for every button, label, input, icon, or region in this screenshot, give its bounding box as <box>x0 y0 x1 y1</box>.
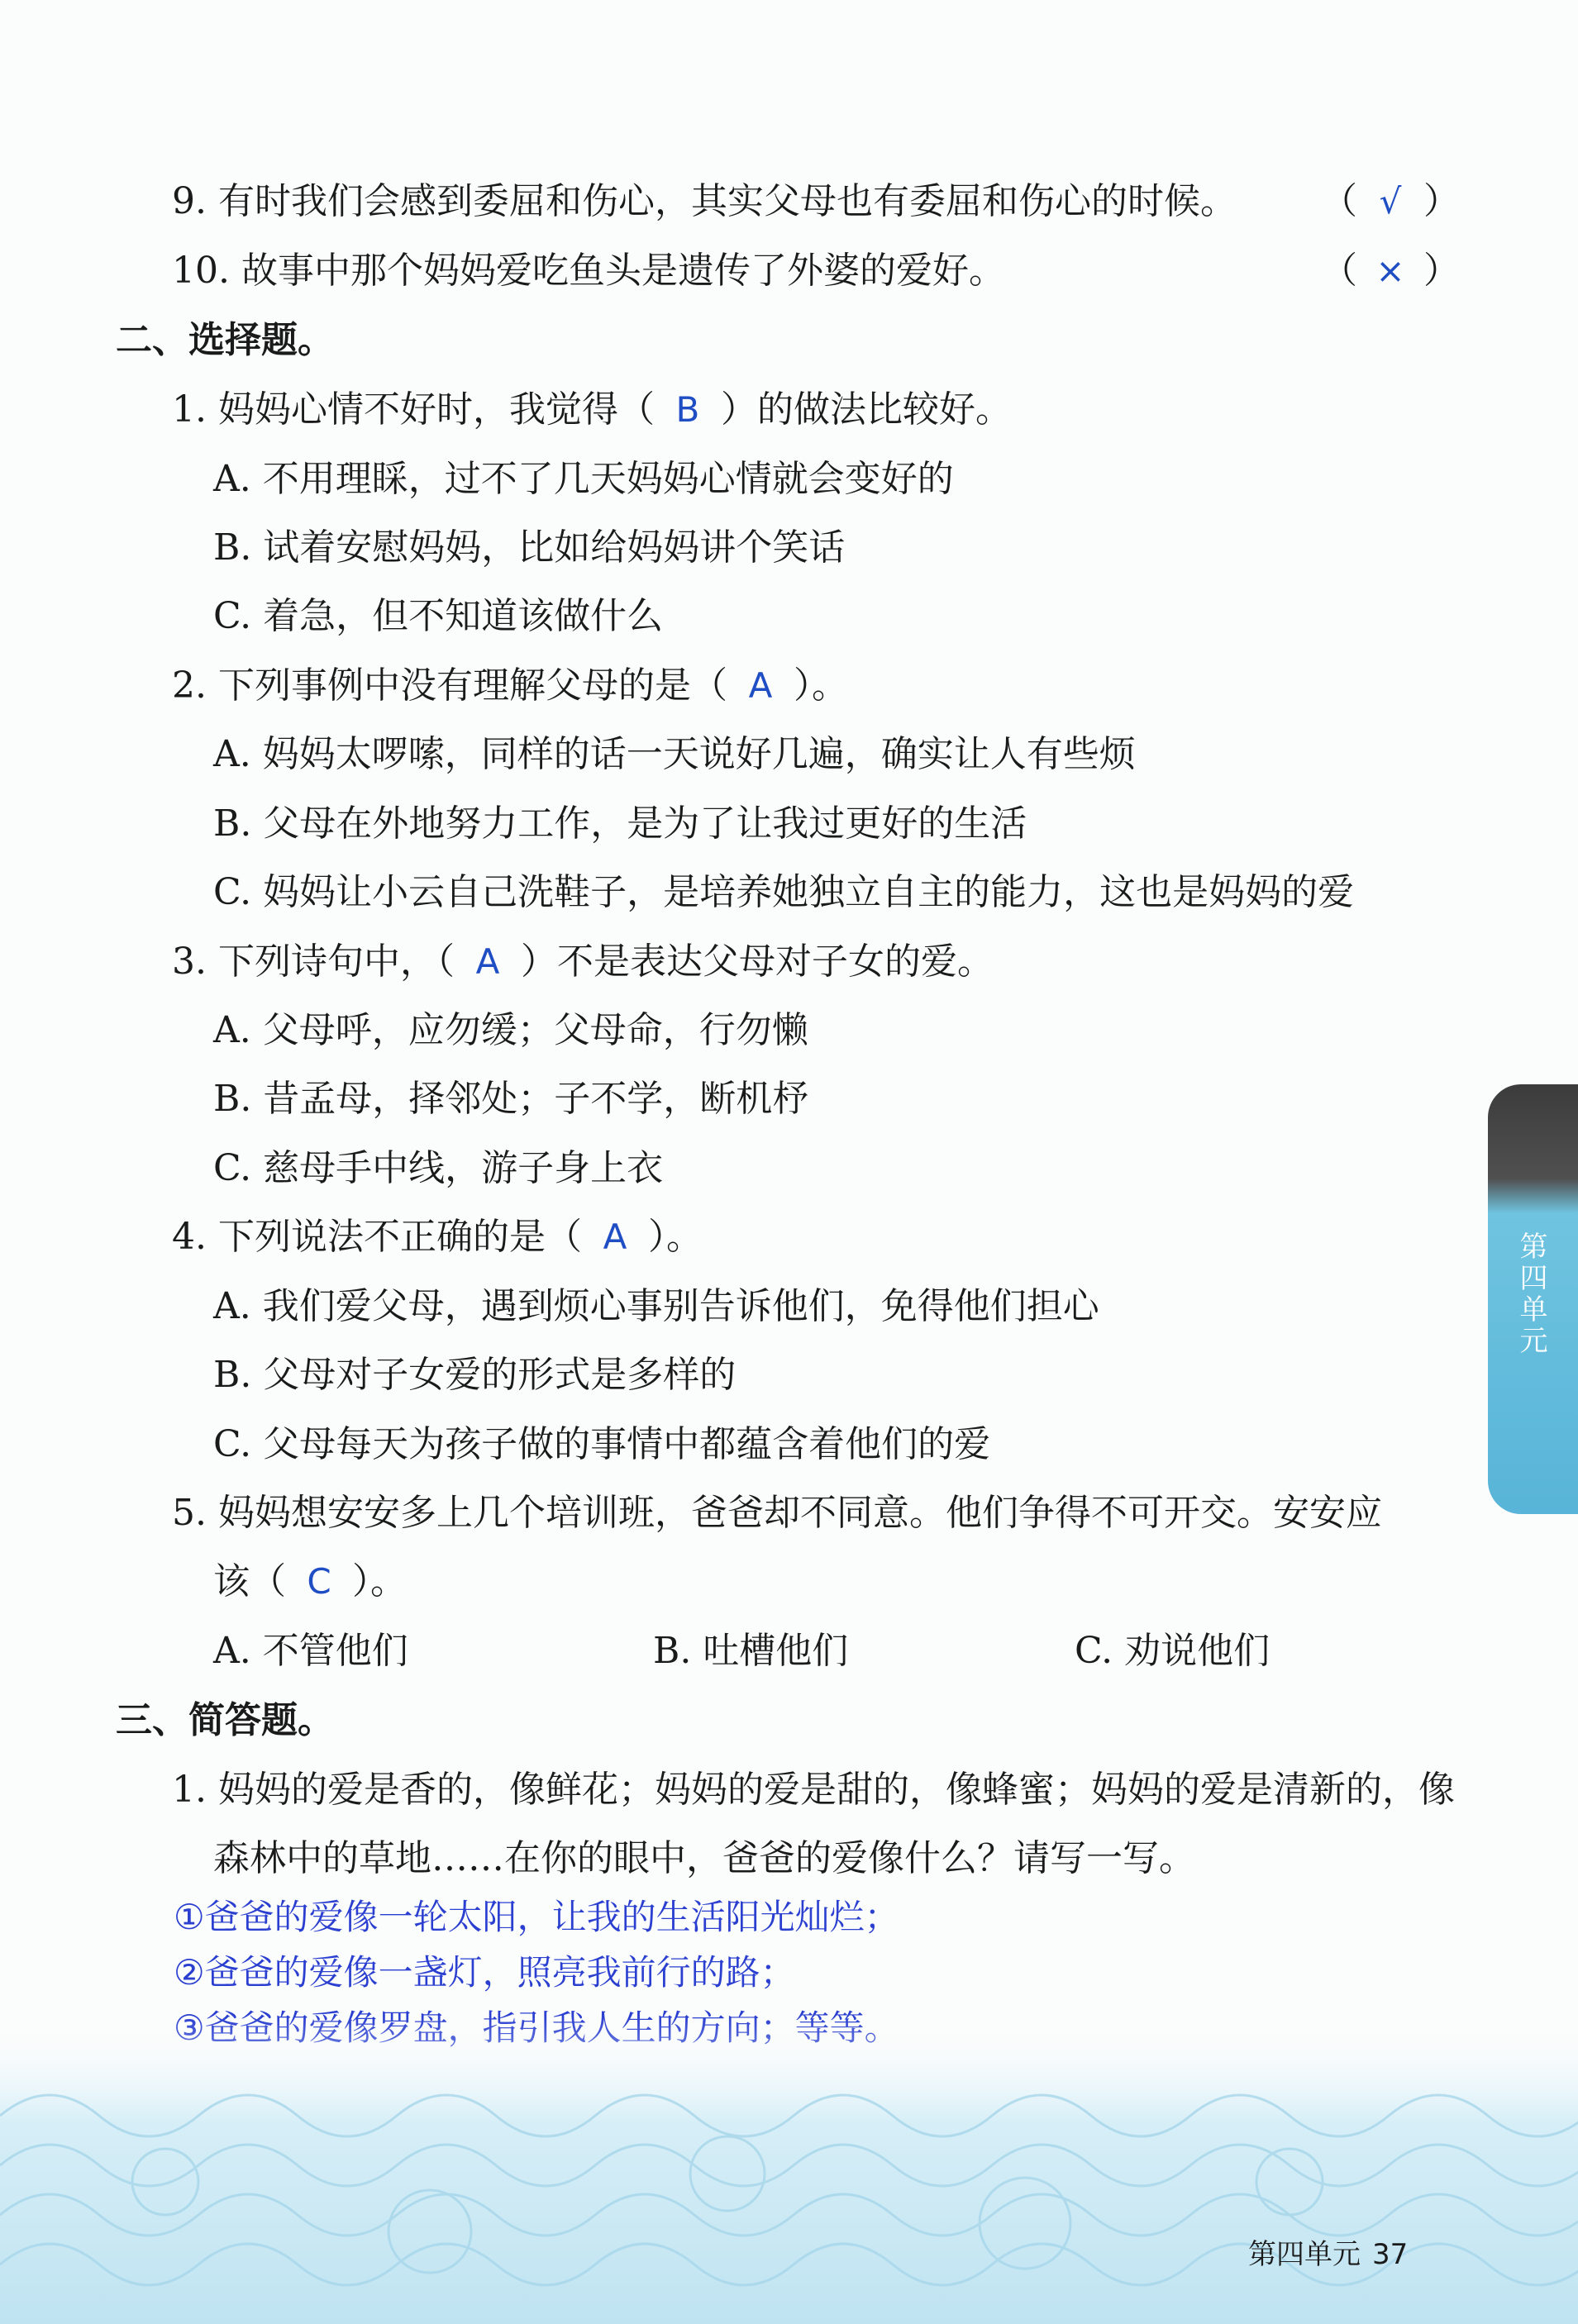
page-number: 37 <box>1372 2238 1409 2271</box>
q2-option-c: C. 妈妈让小云自己洗鞋子，是培养她独立自主的能力，这也是妈妈的爱 <box>213 871 1355 913</box>
q5-option-a: A. 不管他们 <box>213 1630 408 1672</box>
q4-option-c: C. 父母每天为孩子做的事情中都蕴含着他们的爱 <box>213 1423 991 1465</box>
sa-question-1-line2: 森林中的草地……在你的眼中，爸爸的爱像什么？请写一写。 <box>213 1837 1195 1879</box>
q2-option-a: A. 妈妈太啰嗦，同样的话一天说好几遍，确实让人有些烦 <box>213 733 1136 775</box>
footer-unit: 第四单元 <box>1248 2238 1361 2271</box>
answer-q3: A <box>475 941 500 982</box>
question-4: 4. 下列说法不正确的是（ A ）。 <box>172 1212 703 1262</box>
q5-option-c: C. 劝说他们 <box>1075 1630 1271 1672</box>
judgment-mark-10: （ × ） <box>1321 246 1460 296</box>
section-heading-short-answer: 三、简答题。 <box>116 1699 334 1741</box>
section-heading-choice: 二、选择题。 <box>116 319 334 361</box>
sa-question-1-line1: 1. 妈妈的爱是香的，像鲜花；妈妈的爱是甜的，像蜂蜜；妈妈的爱是清新的，像 <box>172 1769 1455 1811</box>
sa-answer-1: ①爸爸的爱像一轮太阳，让我的生活阳光灿烂； <box>174 1897 899 1937</box>
wave-decoration <box>0 2017 1578 2324</box>
q3-option-b: B. 昔孟母，择邻处；子不学，断机杼 <box>213 1078 809 1120</box>
q4-option-b: B. 父母对子女爱的形式是多样的 <box>213 1354 737 1396</box>
q4-option-a: A. 我们爱父母，遇到烦心事别告诉他们，免得他们担心 <box>213 1285 1099 1327</box>
q5-option-b: B. 吐槽他们 <box>653 1630 849 1672</box>
judgment-item-9: 9. 有时我们会感到委屈和伤心，其实父母也有委屈和伤心的时候。 <box>172 180 1237 222</box>
judgment-answer-10: × <box>1375 250 1405 291</box>
sa-answer-2: ②爸爸的爱像一盏灯，照亮我前行的路； <box>174 1952 795 1993</box>
judgment-item-10: 10. 故事中那个妈妈爱吃鱼头是遗传了外婆的爱好。 <box>172 250 1005 292</box>
q2-option-b: B. 父母在外地努力工作，是为了让我过更好的生活 <box>213 802 1027 845</box>
question-3: 3. 下列诗句中，（ A ）不是表达父母对子女的爱。 <box>172 937 994 987</box>
answer-q2: A <box>748 665 773 706</box>
question-5-line1: 5. 妈妈想安安多上几个培训班，爸爸却不同意。他们争得不可开交。安安应 <box>172 1492 1382 1534</box>
answer-q5: C <box>307 1561 331 1602</box>
page-footer <box>1248 2236 1408 2273</box>
judgment-mark-9: （ √ ） <box>1321 177 1460 226</box>
question-5-line2: 该（ C ）。 <box>213 1557 407 1607</box>
q1-option-a: A. 不用理睬，过不了几天妈妈心情就会变好的 <box>213 458 954 500</box>
q1-option-c: C. 着急，但不知道该做什么 <box>213 595 664 637</box>
answer-q4: A <box>603 1217 627 1257</box>
question-2: 2. 下列事例中没有理解父母的是（ A ）。 <box>172 661 848 711</box>
unit-side-tab-label: 第四单元 <box>1514 1231 1547 1357</box>
q3-option-a: A. 父母呼，应勿缓；父母命，行勿懒 <box>213 1009 808 1051</box>
q1-option-b: B. 试着安慰妈妈，比如给妈妈讲个笑话 <box>213 526 846 569</box>
answer-q1: B <box>675 389 700 430</box>
judgment-answer-9: √ <box>1379 181 1402 221</box>
q3-option-c: C. 慈母手中线，游子身上衣 <box>213 1147 664 1189</box>
question-1: 1. 妈妈心情不好时，我觉得（ B ）的做法比较好。 <box>172 385 1012 435</box>
